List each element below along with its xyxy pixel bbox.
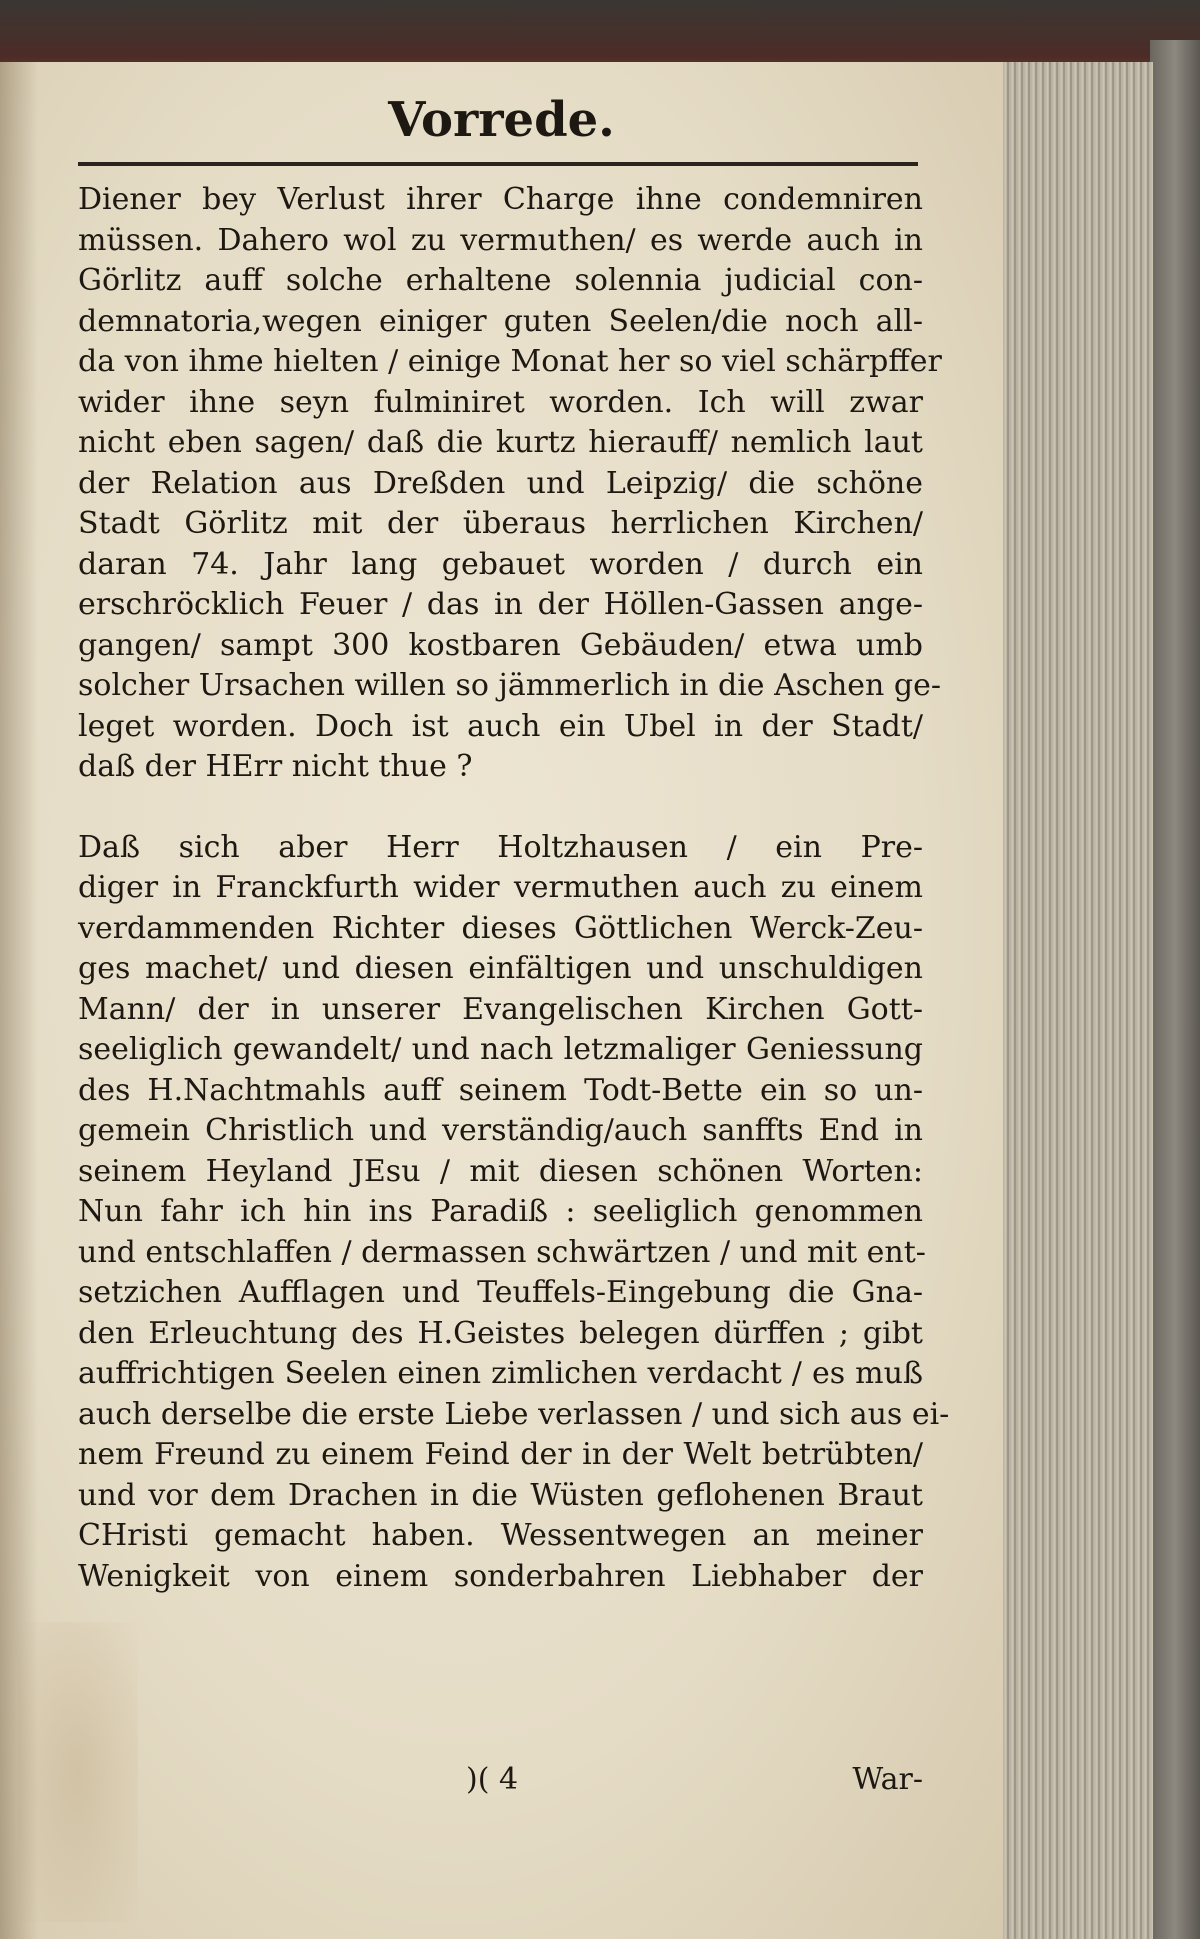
text-line: daß der HErr nicht thue ? bbox=[78, 749, 473, 784]
text-line: Wenigkeit von einem sonderbahren Liebhaber der bbox=[78, 1558, 923, 1594]
text-line: seeliglich gewandelt/ und nach letzmaliger Geniessung bbox=[78, 1032, 923, 1067]
text-line: gemein Christlich und verständig/auch sanffts End in bbox=[78, 1113, 923, 1148]
text-line: des H.Nachtmahls auff seinem Todt-Bette ein so un- bbox=[78, 1072, 923, 1108]
paragraph bbox=[78, 180, 942, 788]
text-line: gangen/ sampt 300 kostbaren Gebäuden/ etwa umb bbox=[78, 627, 923, 663]
catchword: War- bbox=[852, 1762, 923, 1797]
text-line: Görlitz auff solche erhaltene solennia judicial con- bbox=[78, 263, 923, 298]
text-line: Nun fahr ich hin ins Paradiß : seeliglich genommen bbox=[78, 1194, 923, 1229]
body-text bbox=[78, 180, 950, 1597]
text-line: demnatoria,wegen einiger guten Seelen/die noch all- bbox=[78, 303, 923, 339]
book-page bbox=[0, 62, 1003, 1939]
text-line: ges machet/ und diesen einfältigen und unschuldigen bbox=[78, 951, 923, 986]
header-rule bbox=[78, 162, 918, 166]
text-line: nicht eben sagen/ daß die kurtz hierauff/ nemlich laut bbox=[78, 425, 923, 460]
text-line: da von ihme hielten / einige Monat her so viel schärpffer bbox=[78, 344, 942, 379]
text-line: Daß sich aber Herr Holtzhausen / ein Pre- bbox=[78, 829, 923, 865]
page-footer bbox=[78, 1762, 923, 1804]
text-line: Diener bey Verlust ihrer Charge ihne condemniren bbox=[78, 182, 923, 217]
text-line: daran 74. Jahr lang gebauet worden / durch ein bbox=[78, 546, 923, 582]
text-line: verdammenden Richter dieses Göttlichen Werck-Zeu- bbox=[78, 910, 923, 946]
text-line: CHristi gemacht haben. Wessentwegen an meiner bbox=[78, 1518, 923, 1553]
signature-mark: )( 4 bbox=[466, 1762, 519, 1797]
text-line: auch derselbe die erste Liebe verlassen / und sich aus ei- bbox=[78, 1396, 950, 1432]
page-edges bbox=[1000, 62, 1153, 1939]
text-line: diger in Franckfurth wider vermuthen auch zu einem bbox=[78, 870, 923, 905]
text-line: auffrichtigen Seelen einen zimlichen verdacht / es muß bbox=[78, 1356, 923, 1391]
text-line: erschröcklich Feuer / das in der Höllen-Gassen ange- bbox=[78, 587, 923, 622]
text-line: den Erleuchtung des H.Geistes belegen dürffen ; gibt bbox=[78, 1315, 923, 1351]
running-header: Vorrede. bbox=[388, 92, 615, 148]
text-line: Mann/ der in unserer Evangelischen Kirchen Gott- bbox=[78, 991, 923, 1027]
text-line: und vor dem Drachen in die Wüsten geflohenen Braut bbox=[78, 1477, 923, 1513]
text-line: nem Freund zu einem Feind der in der Welt betrübten/ bbox=[78, 1437, 923, 1472]
text-line: solcher Ursachen willen so jämmerlich in die Aschen ge- bbox=[78, 668, 941, 703]
text-line: Stadt Görlitz mit der überaus herrlichen Kirchen/ bbox=[78, 506, 923, 541]
text-line: leget worden. Doch ist auch ein Ubel in der Stadt/ bbox=[78, 708, 923, 744]
text-line: müssen. Dahero wol zu vermuthen/ es werde auch in bbox=[78, 222, 923, 258]
cover-board-right bbox=[1150, 40, 1200, 1939]
text-line: wider ihne seyn fulminiret worden. Ich will zwar bbox=[78, 384, 923, 420]
text-line: setzichen Aufflagen und Teuffels-Eingebung die Gna- bbox=[78, 1275, 923, 1310]
text-line: und entschlaffen / dermassen schwärtzen / und mit ent- bbox=[78, 1234, 926, 1270]
text-line: seinem Heyland JEsu / mit diesen schönen Worten: bbox=[78, 1153, 923, 1189]
text-line: der Relation aus Dreßden und Leipzig/ die schöne bbox=[78, 465, 923, 501]
paragraph bbox=[78, 828, 950, 1598]
